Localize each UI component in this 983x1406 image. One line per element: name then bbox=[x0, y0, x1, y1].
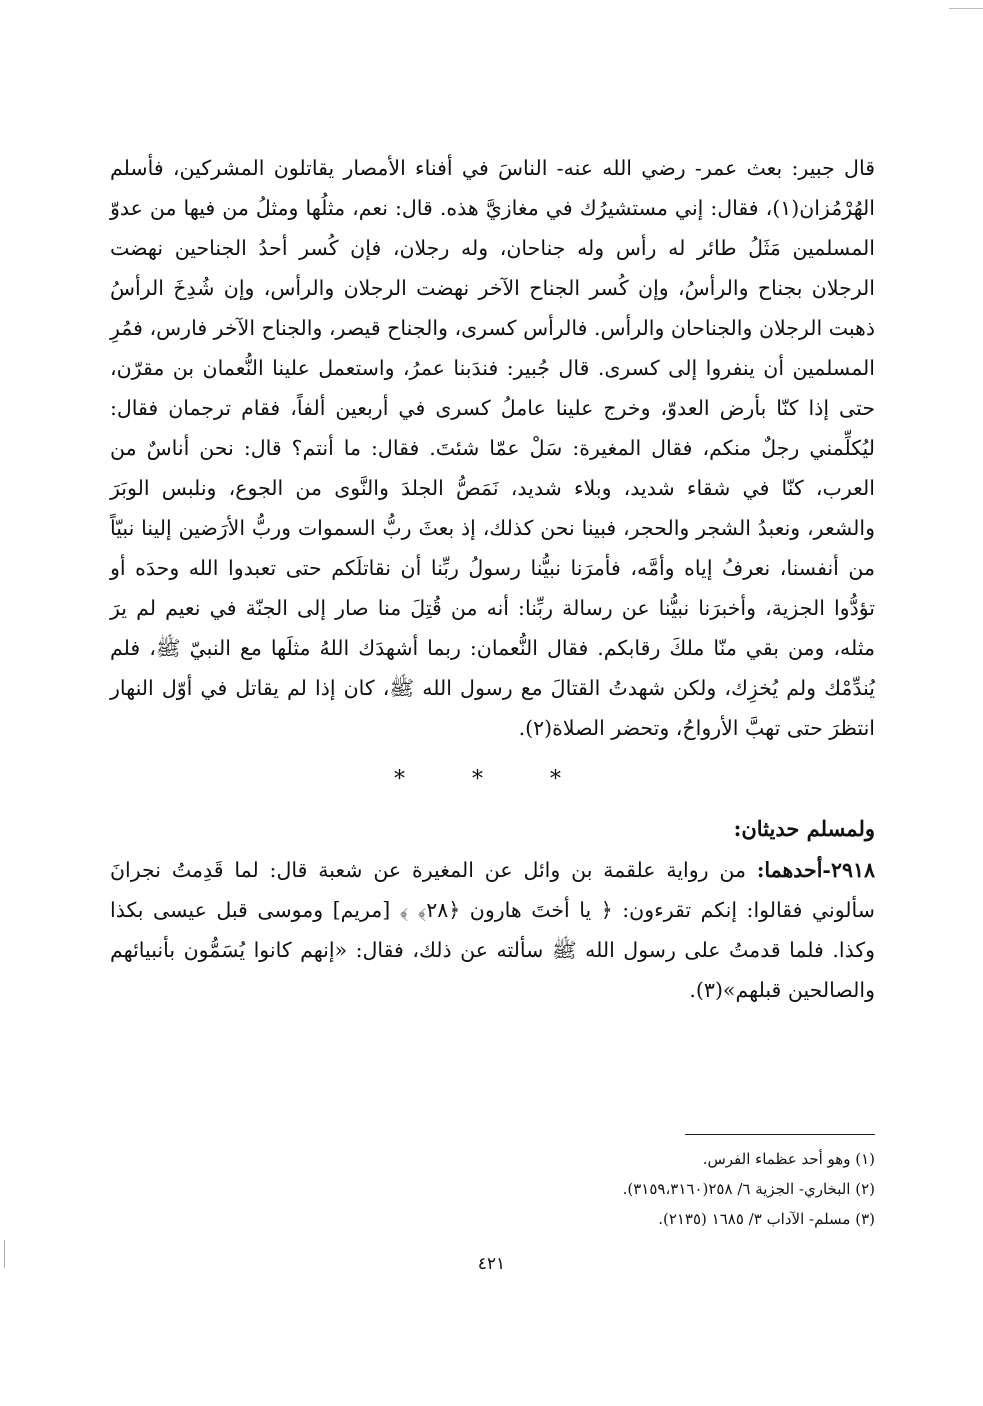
body-paragraph-2 bbox=[110, 850, 875, 1010]
footnote-2: (٢) البخاري- الجزية ٦/ ٢٥٨(٣١٥٩،٣١٦٠). bbox=[622, 1180, 875, 1198]
section-heading: ولمسلم حديثان: bbox=[733, 816, 875, 841]
page-number: ٤٢١ bbox=[477, 1254, 506, 1274]
footnotes bbox=[110, 1144, 875, 1234]
scan-edge-mark bbox=[949, 8, 983, 9]
hadith-number: ٢٩١٨ bbox=[830, 858, 875, 882]
footnote-divider bbox=[685, 1134, 875, 1135]
footnote-1: (١) وهو أحد عظماء الفرس. bbox=[702, 1150, 875, 1168]
body-paragraph-1: قال جبير: بعث عمر- رضي الله عنه- الناسَ في أفناء الأمصار يقاتلون المشركين، فأسلم الهُرْمُزان(١)، فقال: إني مستشيرُك في مغازيَّ هذه. قال: نعم، مثلُها ومثلُ من فيها من عدوّ المسلمين مَثَلُ طائر له رأس وله جناحان، وله رجلان، فإن كُسر أحدُ الجناحين نهضت الرجلان بجناح والرأسُ، وإن كُسر الجناح الآخر نهضت الرجلان والرأس، وإن شُدِخَ الرأسُ ذهبت الرجلان والجناحان والرأس. فالرأس كسرى، والجناح قيصر، والجناح الآخر فارس، فمُرِ المسلمين أن ينفروا إلى كسرى. قال جُبير: فندَبنا عمرُ، واستعمل علينا النُّعمان بن مقرّن، حتى إذا كنّا بأرض العدوّ، وخرج علينا عاملُ كسرى في أربعين ألفاً، فقام ترجمان فقال: ليُكلِّمني رجلٌ منكم، فقال المغيرة: سَلْ عمّا شئتَ. فقال: ما أنتم؟ قال: نحن أناسٌ من العرب، كنّا في شقاء شديد، وبلاء شديد، نَمَصُّ الجلدَ والنَّوى من الجوع، ونلبس الوبَرَ والشعر، ونعبدُ الشجر والحجر، فبينا نحن كذلك، إذ بعثَ ربُّ السموات وربُّ الأرَضين إلينا نبيّاً من أنفسنا، نعرفُ إياه وأمَّه، فأمرَنا نبيُّنا رسولُ ربِّنا أن نقاتلَكم حتى تعبدوا الله وحدَه أو تؤدُّوا الجزية، وأخبرَنا نبيُّنا عن رسالة ربِّنا: أنه من قُتِلَ منا صار إلى الجنّة في نعيم لم يرَ مثله، ومن بقي منّا ملكَ رقابكم. فقال النُّعمان: ربما أشهدَك اللهُ مثلَها مع النبيّ ﷺ، فلم يُندِّمْك ولم يُخزِك، ولكن شهدتُ القتالَ مع رسول الله ﷺ، كان إذا لم يقاتل في أوّل النهار انتظرَ حتى تهبَّ الأرواحُ، وتحضر الصلاة(٢). bbox=[110, 156, 875, 740]
hadith-text: من رواية علقمة بن وائل عن المغيرة عن شعبة قال: لما قَدِمتُ نجرانَ سألوني فقالوا: إنكم تقرءون: ﴿ يا أختَ هارون ﴿٢٨﴾ ﴾ [مريم] وموسى قبل عيسى بكذا وكذا. فلما قدمتُ على رسول الله ﷺ سألته عن ذلك، فقال: «إنهم كانوا يُسَمُّون بأنبيائهم والصالحين قبلهم»(٣). bbox=[110, 858, 875, 1002]
footnote-3: (٣) مسلم- الآداب ٣/ ١٦٨٥ (٢١٣٥). bbox=[658, 1210, 875, 1228]
hadith-label: -أحدهما: bbox=[756, 858, 831, 882]
section-separator: * * * bbox=[394, 767, 591, 792]
page-body bbox=[110, 148, 875, 1010]
